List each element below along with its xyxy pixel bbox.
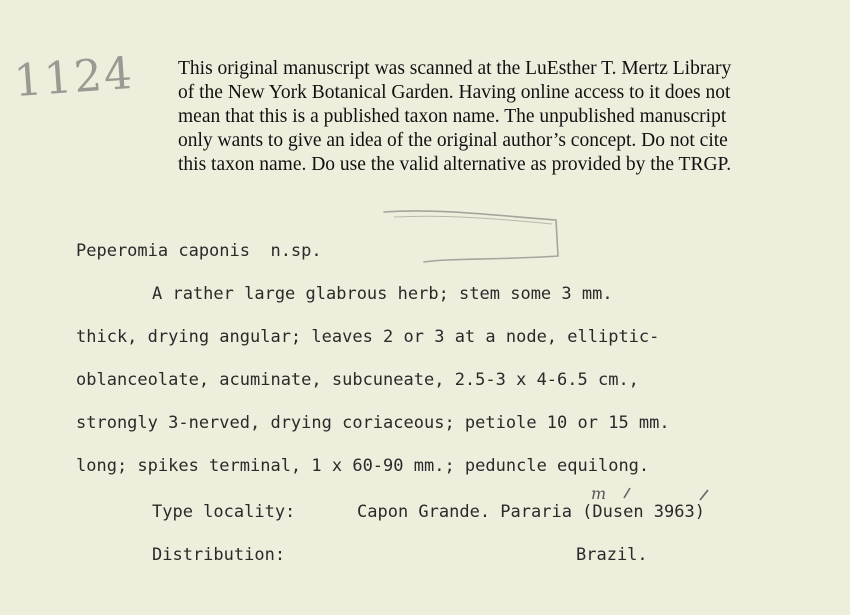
- description-line: thick, drying angular; leaves 2 or 3 at a node, elliptic-: [76, 327, 660, 347]
- disclaimer-line: This original manuscript was scanned at the LuEsther T. Mertz Library: [178, 58, 732, 79]
- disclaimer-line: this taxon name. Do use the valid alternative as provided by the TRGP.: [178, 154, 732, 175]
- description-line: long; spikes terminal, 1 x 60-90 mm.; peduncle equilong.: [76, 456, 650, 476]
- handwritten-annotation: m: [591, 484, 607, 503]
- disclaimer-line: only wants to give an idea of the original author’s concept. Do not cite: [178, 130, 728, 151]
- distribution-label: Distribution:: [152, 545, 286, 565]
- type-locality-value: Capon Grande. Pararia (Dusen 3963): [357, 502, 705, 522]
- description-line: oblanceolate, acuminate, subcuneate, 2.5-3 x 4-6.5 cm.,: [76, 370, 639, 390]
- distribution-value: Brazil.: [576, 545, 648, 565]
- description-line: strongly 3-nerved, drying coriaceous; petiole 10 or 15 mm.: [76, 413, 670, 433]
- type-locality-label: Type locality:: [152, 502, 296, 522]
- handwritten-number: 1124: [12, 47, 136, 108]
- disclaimer-block: [178, 57, 818, 177]
- hand-drawn-bracket: [380, 206, 570, 268]
- disclaimer-line: of the New York Botanical Garden. Having online access to it does not: [178, 82, 731, 103]
- taxon-title: Peperomia caponis n.sp.: [76, 241, 322, 261]
- description-line: A rather large glabrous herb; stem some 3 mm.: [152, 284, 613, 304]
- disclaimer-line: mean that this is a published taxon name. The unpublished manuscript: [178, 106, 727, 127]
